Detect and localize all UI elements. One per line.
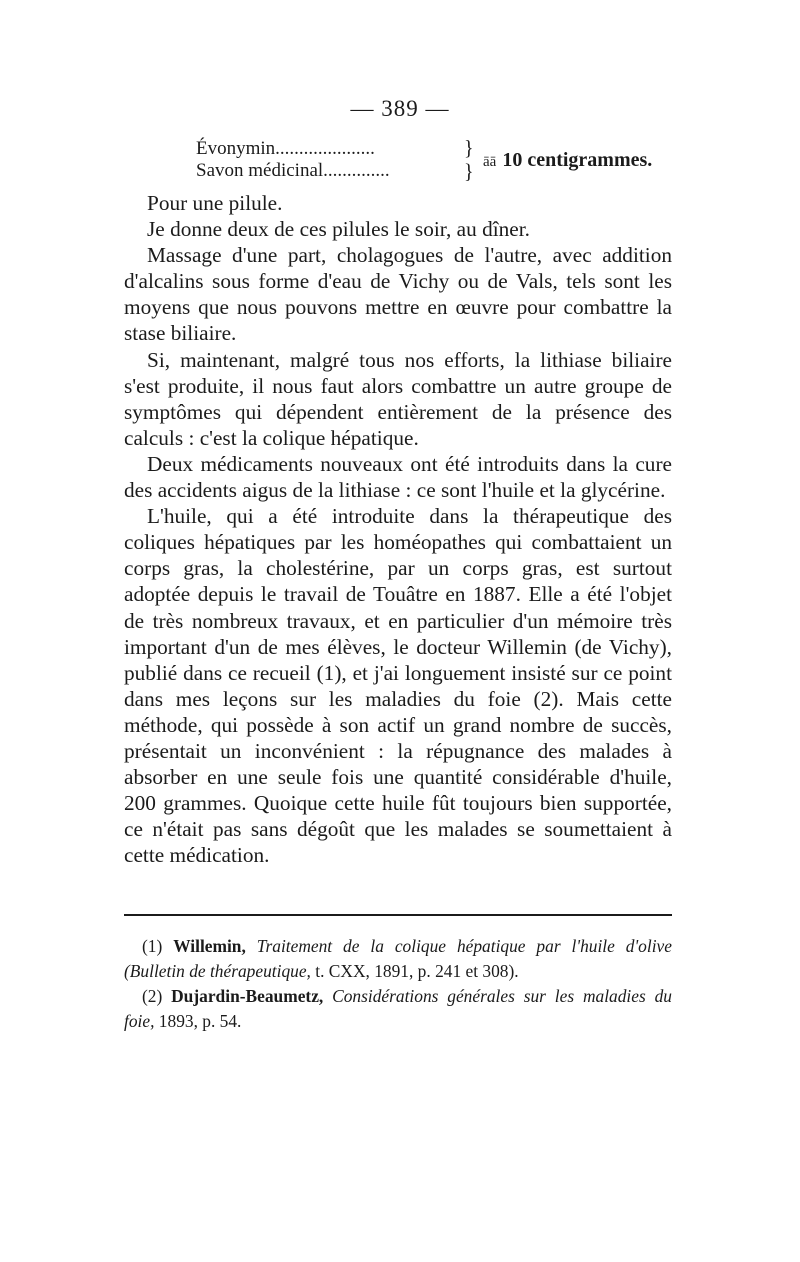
paragraph: Deux médicaments nouveaux ont été introduits dans la cure des accidents aigus de la lithiase : ce sont l'huile et la glycérine. xyxy=(124,451,672,503)
footnote-author: Dujardin-Beaumetz, xyxy=(171,986,324,1006)
footnote-2 xyxy=(124,984,672,1034)
prescription-formula xyxy=(196,138,676,190)
brace-symbol: } } xyxy=(464,136,474,184)
footnote-citation: 1893, p. 54. xyxy=(158,1011,242,1031)
body-text xyxy=(124,190,672,868)
paragraph: Massage d'une part, cholagogues de l'autre, avec addition d'alcalins sous forme d'eau de Vichy ou de Vals, tels sont les moyens que nous pouvons mettre en œuvre pour combattre la stase biliaire. xyxy=(124,243,672,346)
formula-quantity: āā xyxy=(483,154,497,170)
footnotes xyxy=(124,934,672,1034)
footnote-title: Traitement de la colique hépatique par l'huile d'olive xyxy=(256,936,672,956)
formula-dose xyxy=(483,149,652,172)
paragraph: Je donne deux de ces pilules le soir, au dîner. xyxy=(147,217,530,242)
formula-dose-amount: 10 centigrammes. xyxy=(502,149,653,171)
footnote-title: Considérations générales sur les maladies du foie, xyxy=(124,986,672,1031)
footnote-marker: (1) xyxy=(142,936,163,956)
footnote-1 xyxy=(124,934,672,984)
footnote-marker: (2) xyxy=(142,986,163,1006)
footnote-journal: (Bulletin de thérapeutique, xyxy=(124,961,311,981)
footnote-citation: t. CXX, 1891, p. 241 et 308). xyxy=(315,961,519,981)
formula-ingredient-evonymin: Évonymin..................... xyxy=(196,138,375,159)
formula-ingredient-savon: Savon médicinal.............. xyxy=(196,160,390,181)
paragraph: L'huile, qui a été introduite dans la thérapeutique des coliques hépatiques par les homéopathes qui combattaient un corps gras, la cholestérine, par un corps gras, est surtout adoptée depuis le travail de Touâtre en 1887. Elle a été l'objet de très nombreux travaux, et en particulier d'un mémoire très important d'un de mes élèves, le docteur Willemin (de Vichy), publié dans ce recueil (1), et j'ai longuement insisté sur ce point dans mes leçons sur les maladies du foie (2). Mais cette méthode, qui possède à son actif un grand nombre de succès, présentait un inconvénient : la répugnance des malades à absorber en une seule fois une quantité considérable d'huile, 200 grammes. Quoique cette huile fût toujours bien supportée, ce n'était pas sans dégoût que les malades se soumettaient à cette médication. xyxy=(124,504,672,868)
footnote-divider xyxy=(124,914,672,916)
paragraph: Si, maintenant, malgré tous nos efforts, la lithiase biliaire s'est produite, il nous faut alors combattre un autre groupe de symptômes qui dépendent entièrement de la présence des calculs : c'est la colique hépatique. xyxy=(124,347,672,450)
paragraph: Pour une pilule. xyxy=(147,191,283,215)
footnote-author: Willemin, xyxy=(173,936,246,956)
page-number: — 389 — xyxy=(350,96,450,121)
